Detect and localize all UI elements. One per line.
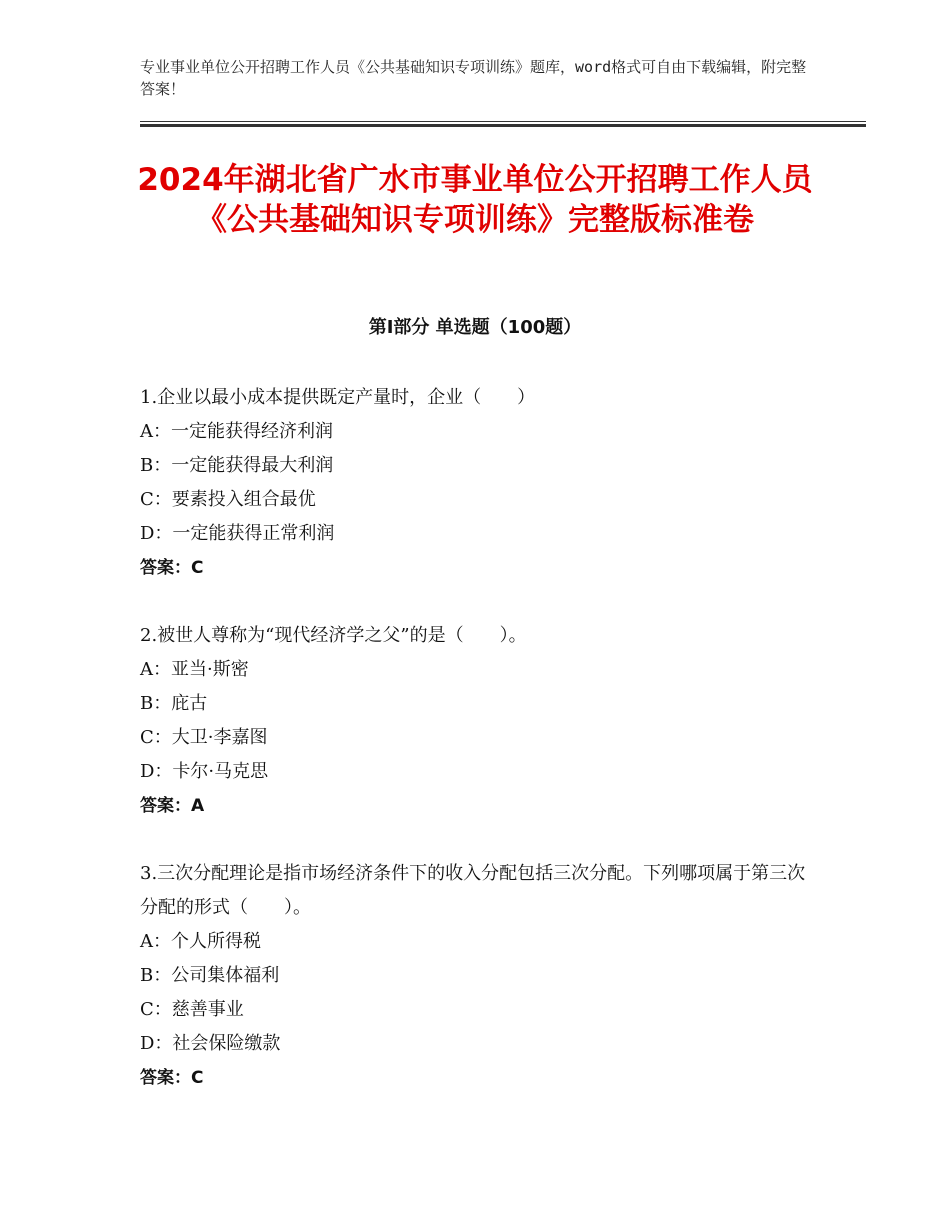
header-rule-thick xyxy=(140,124,866,127)
option-c: C：大卫·李嘉图 xyxy=(140,727,268,748)
question-stem: 1.企业以最小成本提供既定产量时，企业（ ） xyxy=(140,387,536,408)
answer: 答案：A xyxy=(140,796,205,816)
section-title: 第Ⅰ部分 单选题（100题） xyxy=(368,317,582,338)
answer: 答案：C xyxy=(140,558,204,578)
option-a: A：亚当·斯密 xyxy=(140,659,249,680)
option-b: B：公司集体福利 xyxy=(140,965,280,986)
question-3 xyxy=(140,857,820,1095)
option-b: B：一定能获得最大利润 xyxy=(140,455,334,476)
option-b: B：庇古 xyxy=(140,693,208,714)
header-rule-thin xyxy=(140,121,866,122)
question-list xyxy=(140,381,820,1129)
option-d: D：一定能获得正常利润 xyxy=(140,523,335,544)
option-d: D：卡尔·马克思 xyxy=(140,761,269,782)
option-c: C：慈善事业 xyxy=(140,999,244,1020)
question-1 xyxy=(140,381,820,585)
option-a: A：个人所得税 xyxy=(140,931,261,952)
option-a: A：一定能获得经济利润 xyxy=(140,421,333,442)
option-d: D：社会保险缴款 xyxy=(140,1033,281,1054)
document-title: 2024年湖北省广水市事业单位公开招聘工作人员《公共基础知识专项训练》完整版标准卷 xyxy=(137,162,813,238)
answer: 答案：C xyxy=(140,1068,204,1088)
option-c: C：要素投入组合最优 xyxy=(140,489,316,510)
question-stem: 2.被世人尊称为“现代经济学之父”的是（ ）。 xyxy=(140,625,527,646)
header-note: 专业事业单位公开招聘工作人员《公共基础知识专项训练》题库，word格式可自由下载编辑，附完整答案！ xyxy=(140,58,807,98)
question-stem: 3.三次分配理论是指市场经济条件下的收入分配包括三次分配。下列哪项属于第三次分配的形式（ ）。 xyxy=(140,863,806,918)
question-2 xyxy=(140,619,820,823)
